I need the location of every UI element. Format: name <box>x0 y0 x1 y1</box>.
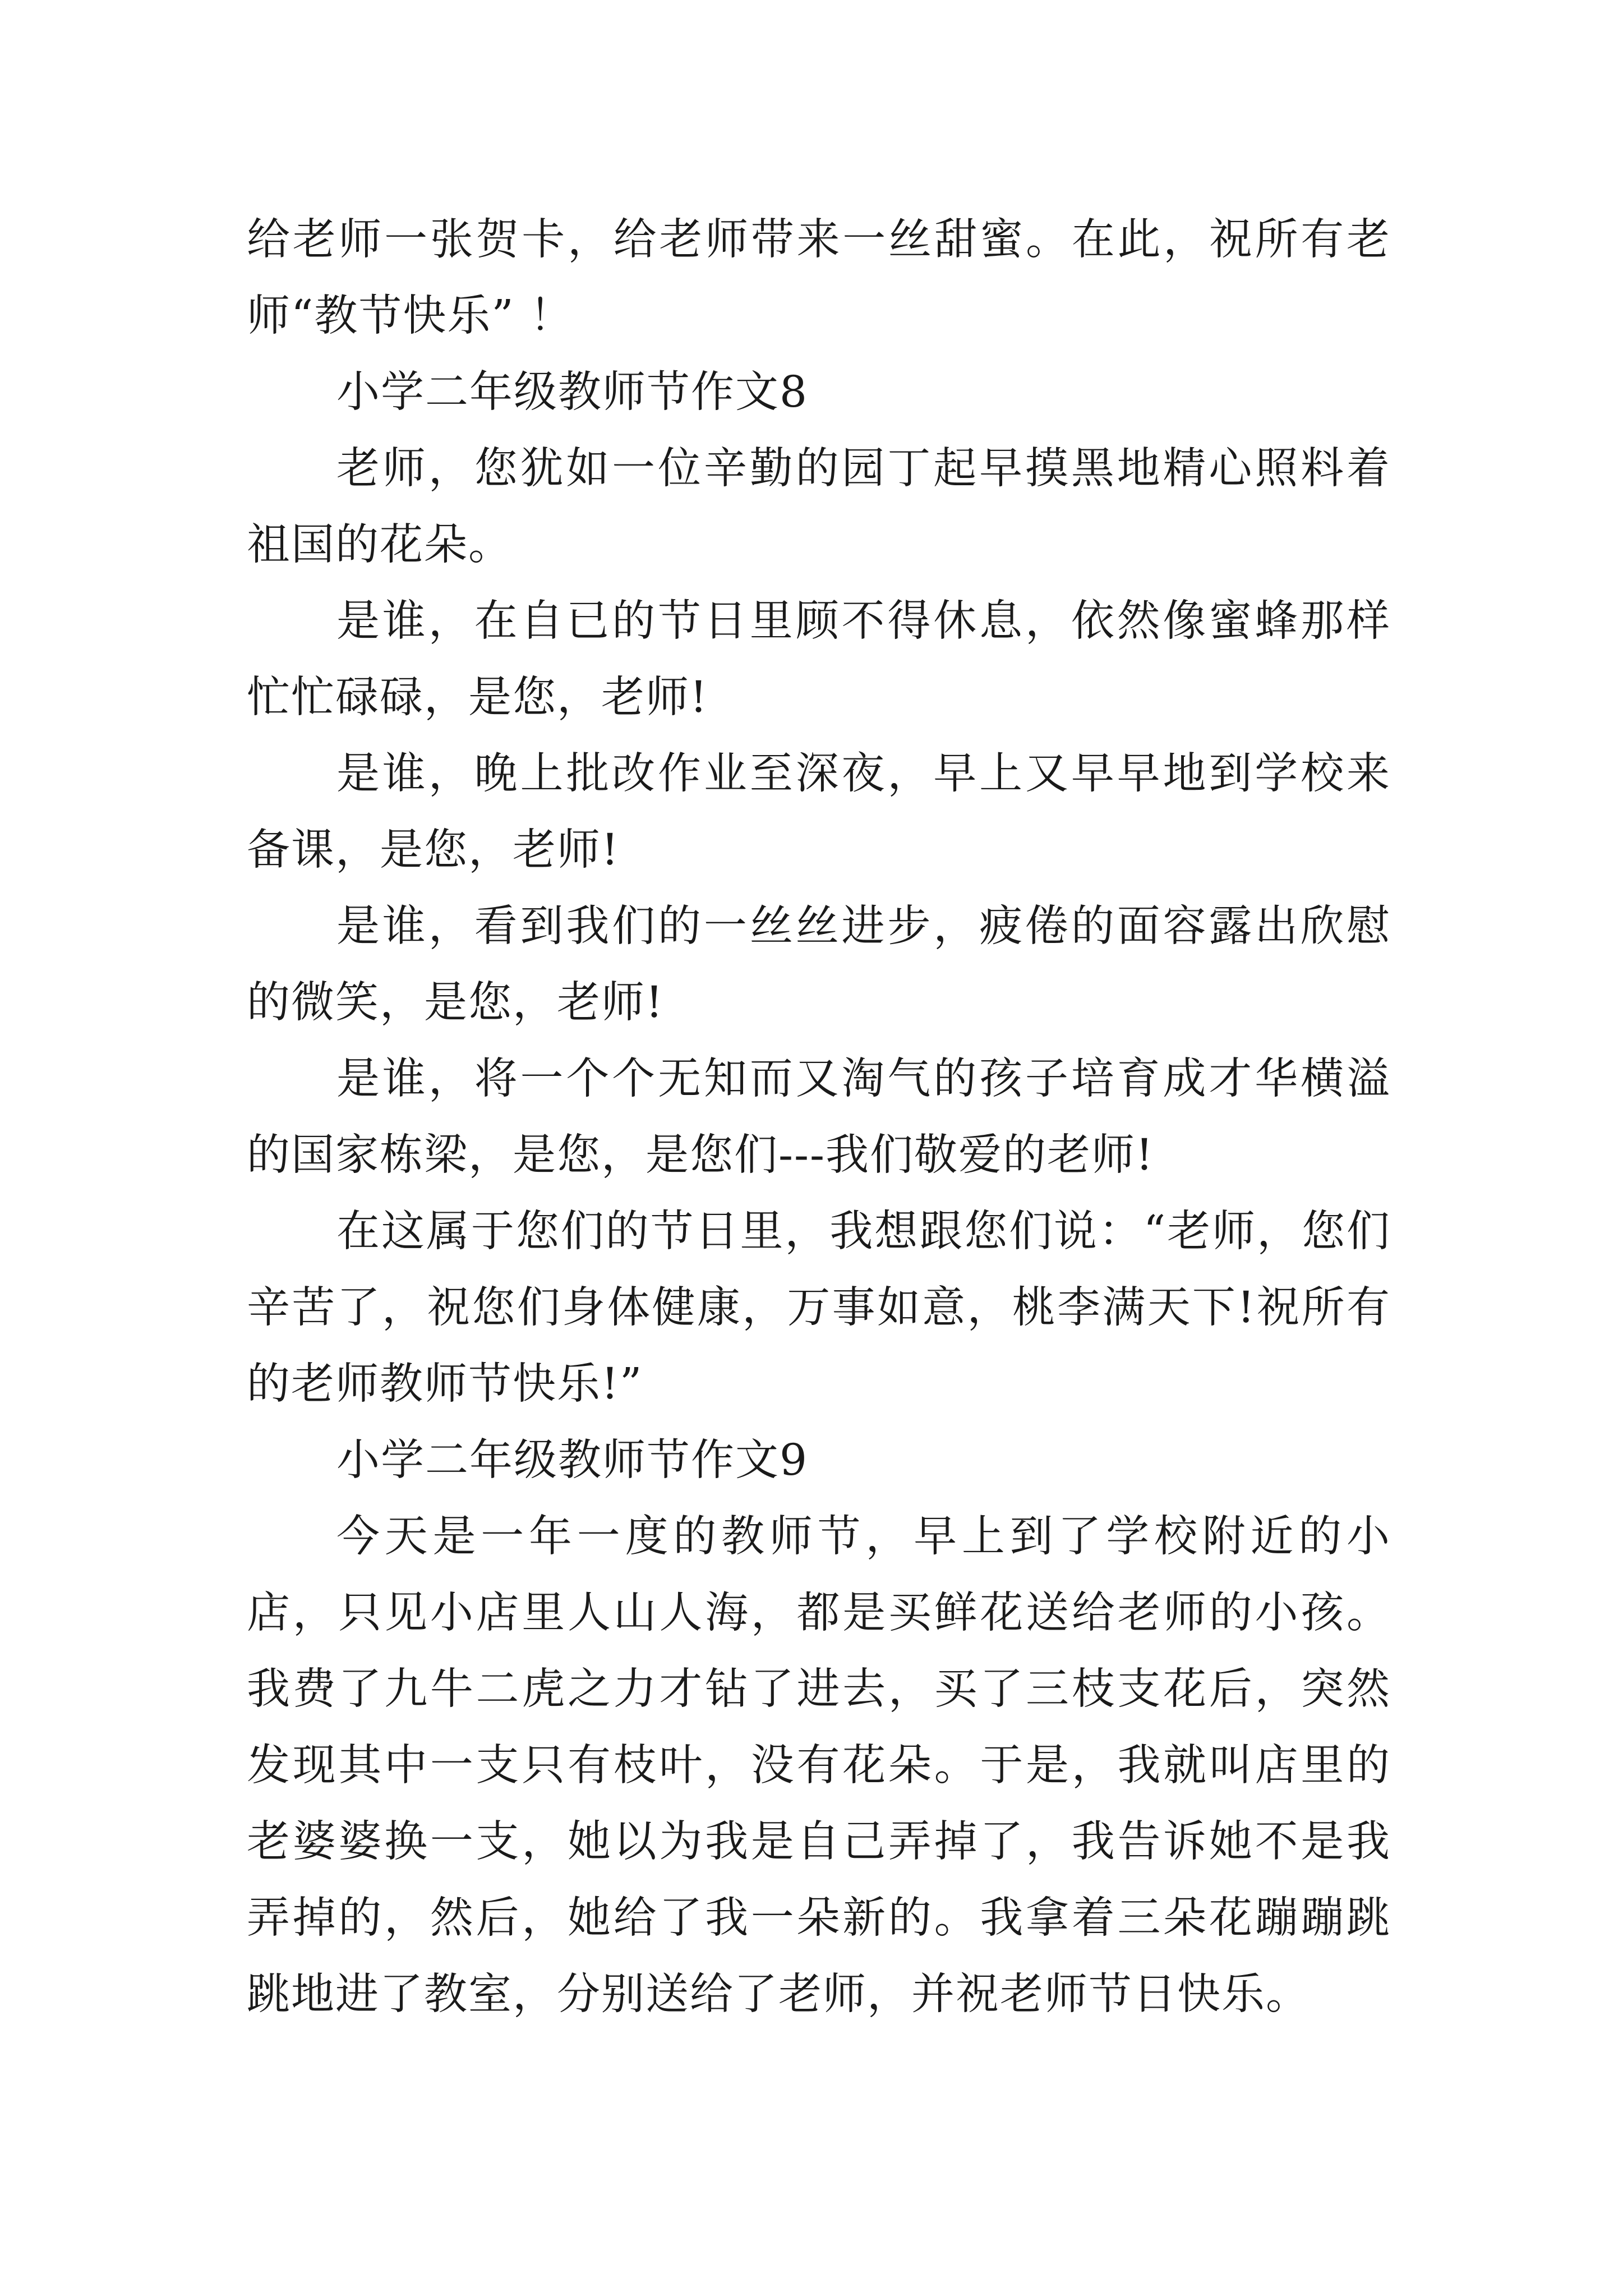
paragraph: 在这属于您们的节日里，我想跟您们说：“老师，您们辛苦了，祝您们身体健康，万事如意，桃李满天下!祝所有的老师教师节快乐!” <box>247 1207 1391 1409</box>
paragraph: 是谁，在自已的节日里顾不得休息，依然像蜜蜂那样忙忙碌碌，是您，老师! <box>247 596 1391 723</box>
paragraph: 是谁，晚上批改作业至深夜，早上又早早地到学校来备课，是您，老师! <box>247 749 1391 875</box>
document-body <box>247 202 1391 2033</box>
paragraph: 老师，您犹如一位辛勤的园丁起早摸黑地精心照料着祖国的花朵。 <box>247 444 1391 570</box>
section-heading-8: 小学二年级教师节作文8 <box>336 367 808 417</box>
section-heading-9: 小学二年级教师节作文9 <box>336 1435 808 1485</box>
paragraph: 是谁，看到我们的一丝丝进步，疲倦的面容露出欣慰的微笑，是您，老师! <box>247 901 1391 1028</box>
paragraph: 是谁，将一个个无知而又淘气的孩子培育成才华横溢的国家栋梁，是您，是您们---我们敬爱的老师! <box>247 1054 1391 1180</box>
paragraph: 今天是一年一度的教师节，早上到了学校附近的小店，只见小店里人山人海，都是买鲜花送给老师的小孩。我费了九牛二虎之力才钻了进去，买了三枝支花后，突然发现其中一支只有枝叶，没有花朵。于是，我就叫店里的老婆婆换一支，她以为我是自己弄掉了，我告诉她不是我弄掉的，然后，她给了我一朵新的。我拿着三朵花蹦蹦跳跳地进了教室，分别送给了老师，并祝老师节日快乐。 <box>247 1512 1391 2019</box>
paragraph-continuation: 给老师一张贺卡，给老师带来一丝甜蜜。在此，祝所有老师“教节快乐” ！ <box>247 215 1391 341</box>
